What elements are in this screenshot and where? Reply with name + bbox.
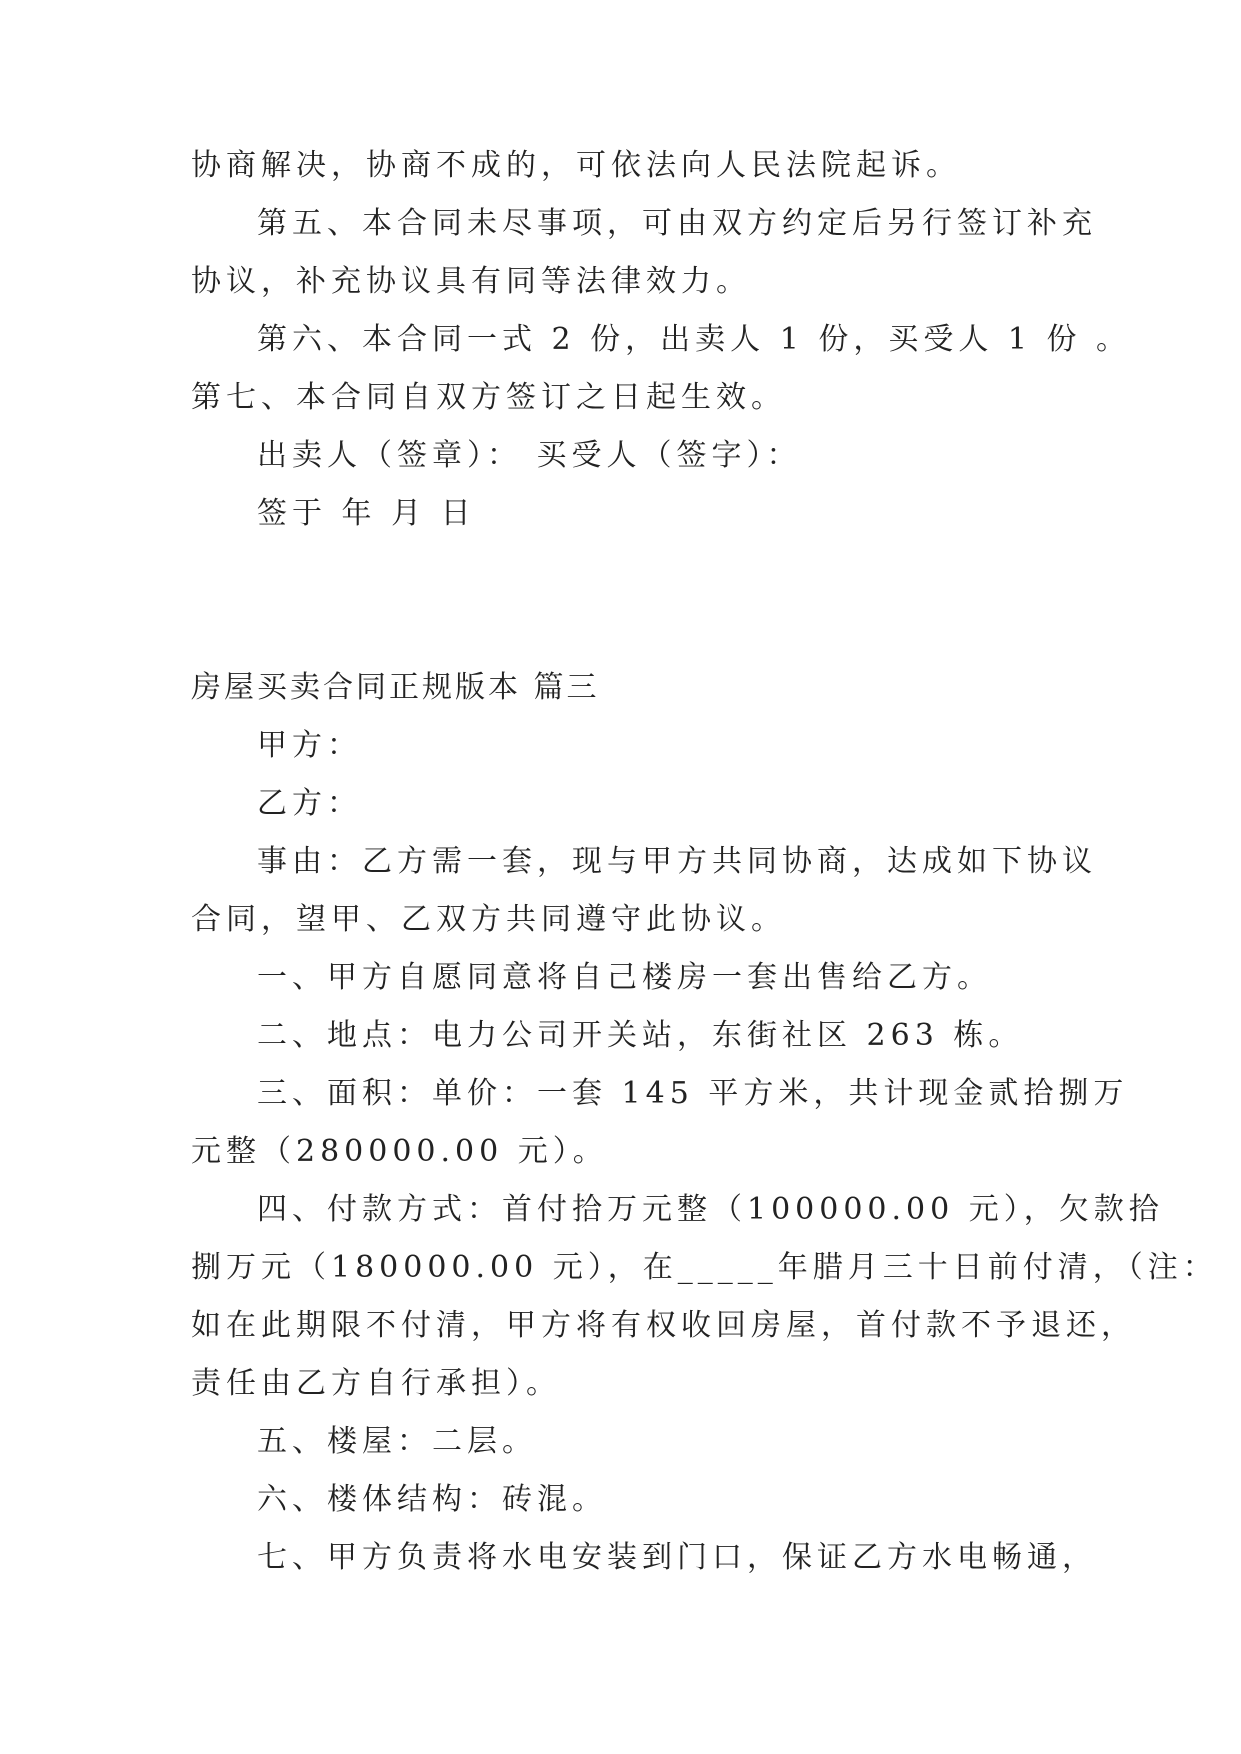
- section-title: 房屋买卖合同正规版本 篇三: [191, 670, 600, 705]
- section-gap: [191, 543, 1051, 659]
- party-a-line: 甲方：: [257, 728, 362, 763]
- paragraph-line: 三、面积：单价：一套 145 平方米，共计现金贰拾捌万: [257, 1076, 1129, 1111]
- paragraph-line: 六、楼体结构：砖混。: [257, 1482, 607, 1517]
- paragraph-line: 四、付款方式：首付拾万元整（100000.00 元），欠款拾: [257, 1192, 1164, 1227]
- signature-line: 出卖人（签章）： 买受人（签字）：: [257, 438, 802, 473]
- paragraph-line: 责任由乙方自行承担）。: [191, 1366, 561, 1401]
- paragraph-line: 五、楼屋：二层。: [257, 1424, 537, 1459]
- party-b-line: 乙方：: [257, 786, 362, 821]
- paragraph-line: 第五、本合同未尽事项，可由双方约定后另行签订补充: [257, 206, 1097, 241]
- paragraph-line: 第七、本合同自双方签订之日起生效。: [191, 380, 786, 415]
- paragraph-line: 二、地点：电力公司开关站，东街社区 263 栋。: [257, 1018, 1024, 1053]
- paragraph-line: 合同，望甲、乙双方共同遵守此协议。: [191, 902, 786, 937]
- paragraph-line: 如在此期限不付清，甲方将有权收回房屋，首付款不予退还，: [191, 1308, 1136, 1343]
- paragraph-line: 元整（280000.00 元）。: [191, 1134, 608, 1169]
- paragraph-line: 捌万元（180000.00 元），在_____年腊月三十日前付清，（注：: [191, 1250, 1218, 1285]
- document-body: [191, 137, 1218, 1587]
- paragraph-line: 一、甲方自愿同意将自己楼房一套出售给乙方。: [257, 960, 992, 995]
- paragraph-line: 协商解决，协商不成的，可依法向人民法院起诉。: [191, 148, 961, 183]
- date-line: 签于 年 月 日: [257, 496, 476, 531]
- paragraph-line: 事由：乙方需一套，现与甲方共同协商，达成如下协议: [257, 844, 1097, 879]
- contract-part-one: [191, 137, 1132, 543]
- paragraph-line: 七、甲方负责将水电安装到门口，保证乙方水电畅通，: [257, 1540, 1097, 1575]
- paragraph-line: 协议，补充协议具有同等法律效力。: [191, 264, 751, 299]
- paragraph-line: 第六、本合同一式 2 份，出卖人 1 份，买受人 1 份 。: [257, 322, 1132, 357]
- contract-part-two: [191, 717, 1218, 1587]
